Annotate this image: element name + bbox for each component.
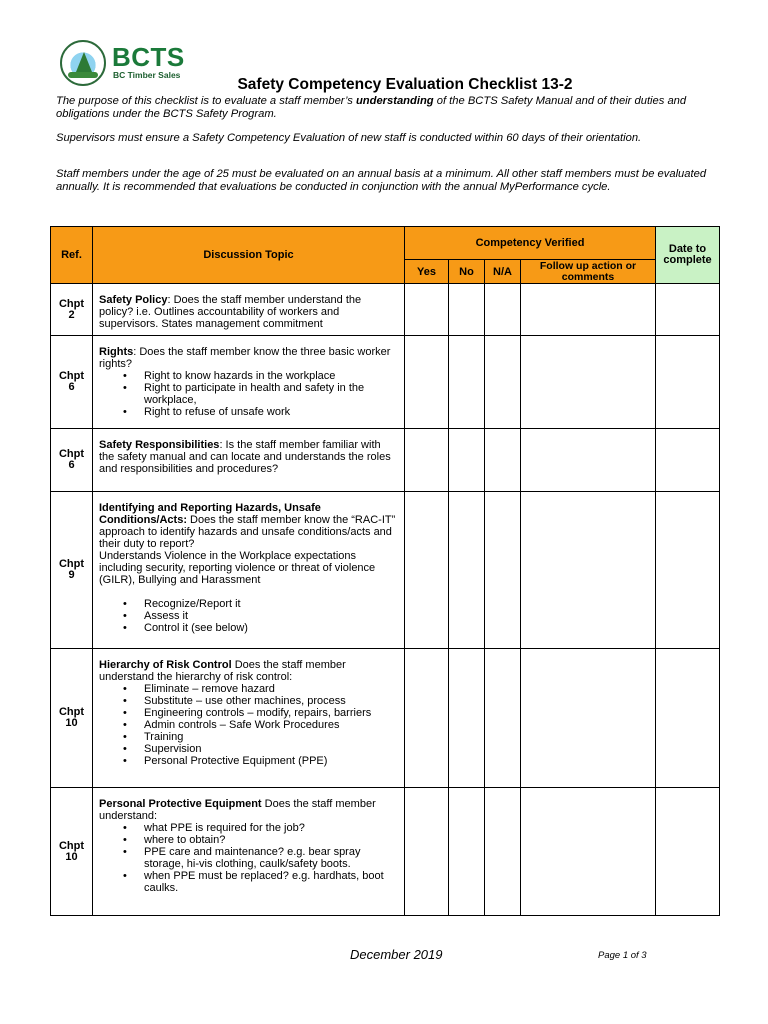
row-bullet-list: [99, 683, 398, 767]
list-item: • Right to know hazards in the workplace: [144, 370, 398, 382]
logo-subtitle: BC Timber Sales: [113, 70, 181, 80]
cell-no[interactable]: [449, 429, 485, 492]
cell-no[interactable]: [449, 788, 485, 916]
row-topic-extra: Understands Violence in the Workplace expectations including security, reporting violence or threat of violence (GILR), Bullying and Harassment: [99, 550, 376, 586]
table-row: [51, 336, 720, 429]
cell-na[interactable]: [485, 649, 521, 788]
list-item: • Right to participate in health and safety in the workplace,: [144, 382, 398, 406]
page-title: Safety Competency Evaluation Checklist 13-2: [237, 76, 573, 93]
list-item: • Engineering controls – modify, repairs, barriers: [144, 707, 398, 719]
list-item: • Assess it: [144, 610, 398, 622]
list-item: • Supervision: [144, 743, 398, 755]
row-ref: Chpt 6: [51, 336, 93, 429]
intro-supervisors: Supervisors must ensure a Safety Competency Evaluation of new staff is conducted within 60 days of their orientation.: [56, 132, 642, 144]
header-yes: Yes: [405, 260, 449, 284]
header-na: N/A: [485, 260, 521, 284]
row-bullet-list: [99, 370, 398, 418]
list-item: • PPE care and maintenance? e.g. bear spray storage, hi-vis clothing, caulk/safety boots.: [144, 846, 398, 870]
cell-date[interactable]: [656, 284, 720, 336]
cell-yes[interactable]: [405, 649, 449, 788]
list-item: • Admin controls – Safe Work Procedures: [144, 719, 398, 731]
header-topic: Discussion Topic: [93, 227, 405, 284]
list-item: • Control it (see below): [144, 622, 398, 634]
checklist-table: [50, 226, 720, 916]
cell-follow-up[interactable]: [521, 336, 656, 429]
list-item: • Substitute – use other machines, process: [144, 695, 398, 707]
cell-na[interactable]: [485, 284, 521, 336]
logo-brand: BCTS: [112, 42, 185, 72]
cell-no[interactable]: [449, 336, 485, 429]
cell-no[interactable]: [449, 492, 485, 649]
row-topic: Identifying and Reporting Hazards, Unsafe Conditions/Acts: Does the staff member know the “RAC-IT” approach to identify hazards and unsafe conditions/acts and their duty to report? Understands Violence in the Workplace expectations including security, reporting violence or threat of violence (GILR), Bullying and Harassment • Recognize/Report it • Assess it • Control it (see below): [93, 492, 405, 649]
cell-follow-up[interactable]: [521, 788, 656, 916]
list-item: • Personal Protective Equipment (PPE): [144, 755, 398, 767]
row-topic: Personal Protective Equipment Does the staff member understand: • what PPE is required for the job? • where to obtain? • PPE care and maintenance? e.g. bear spray storage, hi-vis clothing, caulk/safety boots. • when PPE must be replaced? e.g. hardhats, boot caulks.: [93, 788, 405, 916]
intro-purpose: The purpose of this checklist is to evaluate a staff member’s understanding of the BCTS Safety Manual and of their duties and obligations under the BCTS Safety Program.: [56, 95, 687, 120]
cell-follow-up[interactable]: [521, 429, 656, 492]
list-item: • where to obtain?: [144, 834, 398, 846]
table-row: [51, 788, 720, 916]
cell-na[interactable]: [485, 336, 521, 429]
cell-date[interactable]: [656, 336, 720, 429]
cell-yes[interactable]: [405, 429, 449, 492]
row-ref: Chpt 2: [51, 284, 93, 336]
cell-date[interactable]: [656, 429, 720, 492]
cell-date[interactable]: [656, 649, 720, 788]
cell-no[interactable]: [449, 649, 485, 788]
table-row: [51, 429, 720, 492]
list-item: • when PPE must be replaced? e.g. hardhats, boot caulks.: [144, 870, 398, 894]
cell-no[interactable]: [449, 284, 485, 336]
row-ref: Chpt 10: [51, 788, 93, 916]
header-competency: Competency Verified: [405, 227, 656, 260]
cell-na[interactable]: [485, 429, 521, 492]
cell-na[interactable]: [485, 492, 521, 649]
cell-follow-up[interactable]: [521, 284, 656, 336]
cell-date[interactable]: [656, 492, 720, 649]
footer-page-number: Page 1 of 3: [598, 950, 647, 961]
cell-follow-up[interactable]: [521, 492, 656, 649]
list-item: • Recognize/Report it: [144, 598, 398, 610]
table-row: [51, 284, 720, 336]
header-no: No: [449, 260, 485, 284]
cell-yes[interactable]: [405, 492, 449, 649]
list-item: • Right to refuse of unsafe work: [144, 406, 398, 418]
row-ref: Chpt 9: [51, 492, 93, 649]
row-topic: Safety Responsibilities: Is the staff member familiar with the safety manual and can locate and understands the roles and responsibilities and procedures?: [93, 429, 405, 492]
row-bullet-list: [99, 598, 398, 634]
footer-date: December 2019: [350, 947, 443, 962]
list-item: • Training: [144, 731, 398, 743]
header-ref: Ref.: [51, 227, 93, 284]
table-row: [51, 492, 720, 649]
intro-staff-age: Staff members under the age of 25 must be evaluated on an annual basis at a minimum. All other staff members must be evaluated annually. It is recommended that evaluations be conducted in conjunction with the annual MyPerformance cycle.: [56, 168, 707, 193]
row-bullet-list: [99, 822, 398, 894]
row-topic: Safety Policy: Does the staff member understand the policy? i.e. Outlines accountability of workers and supervisors. States management commitment: [93, 284, 405, 336]
row-topic: Hierarchy of Risk Control Does the staff member understand the hierarchy of risk control: • Eliminate – remove hazard • Substitute – use other machines, process • Engineering controls – modify, repairs, barriers • Admin controls – Safe Work Procedures • Training • Supervision • Personal Protective Equipment (PPE): [93, 649, 405, 788]
header-follow-up: Follow up action or comments: [521, 260, 656, 284]
cell-date[interactable]: [656, 788, 720, 916]
table-row: [51, 649, 720, 788]
cell-yes[interactable]: [405, 284, 449, 336]
cell-follow-up[interactable]: [521, 649, 656, 788]
row-topic: Rights: Does the staff member know the three basic worker rights? • Right to know hazards in the workplace • Right to participate in health and safety in the workplace, • Right to refuse of unsafe work: [93, 336, 405, 429]
row-ref: Chpt 6: [51, 429, 93, 492]
list-item: • Eliminate – remove hazard: [144, 683, 398, 695]
cell-yes[interactable]: [405, 788, 449, 916]
row-ref: Chpt 10: [51, 649, 93, 788]
list-item: • what PPE is required for the job?: [144, 822, 398, 834]
cell-yes[interactable]: [405, 336, 449, 429]
header-date: Date to complete: [656, 227, 720, 284]
cell-na[interactable]: [485, 788, 521, 916]
